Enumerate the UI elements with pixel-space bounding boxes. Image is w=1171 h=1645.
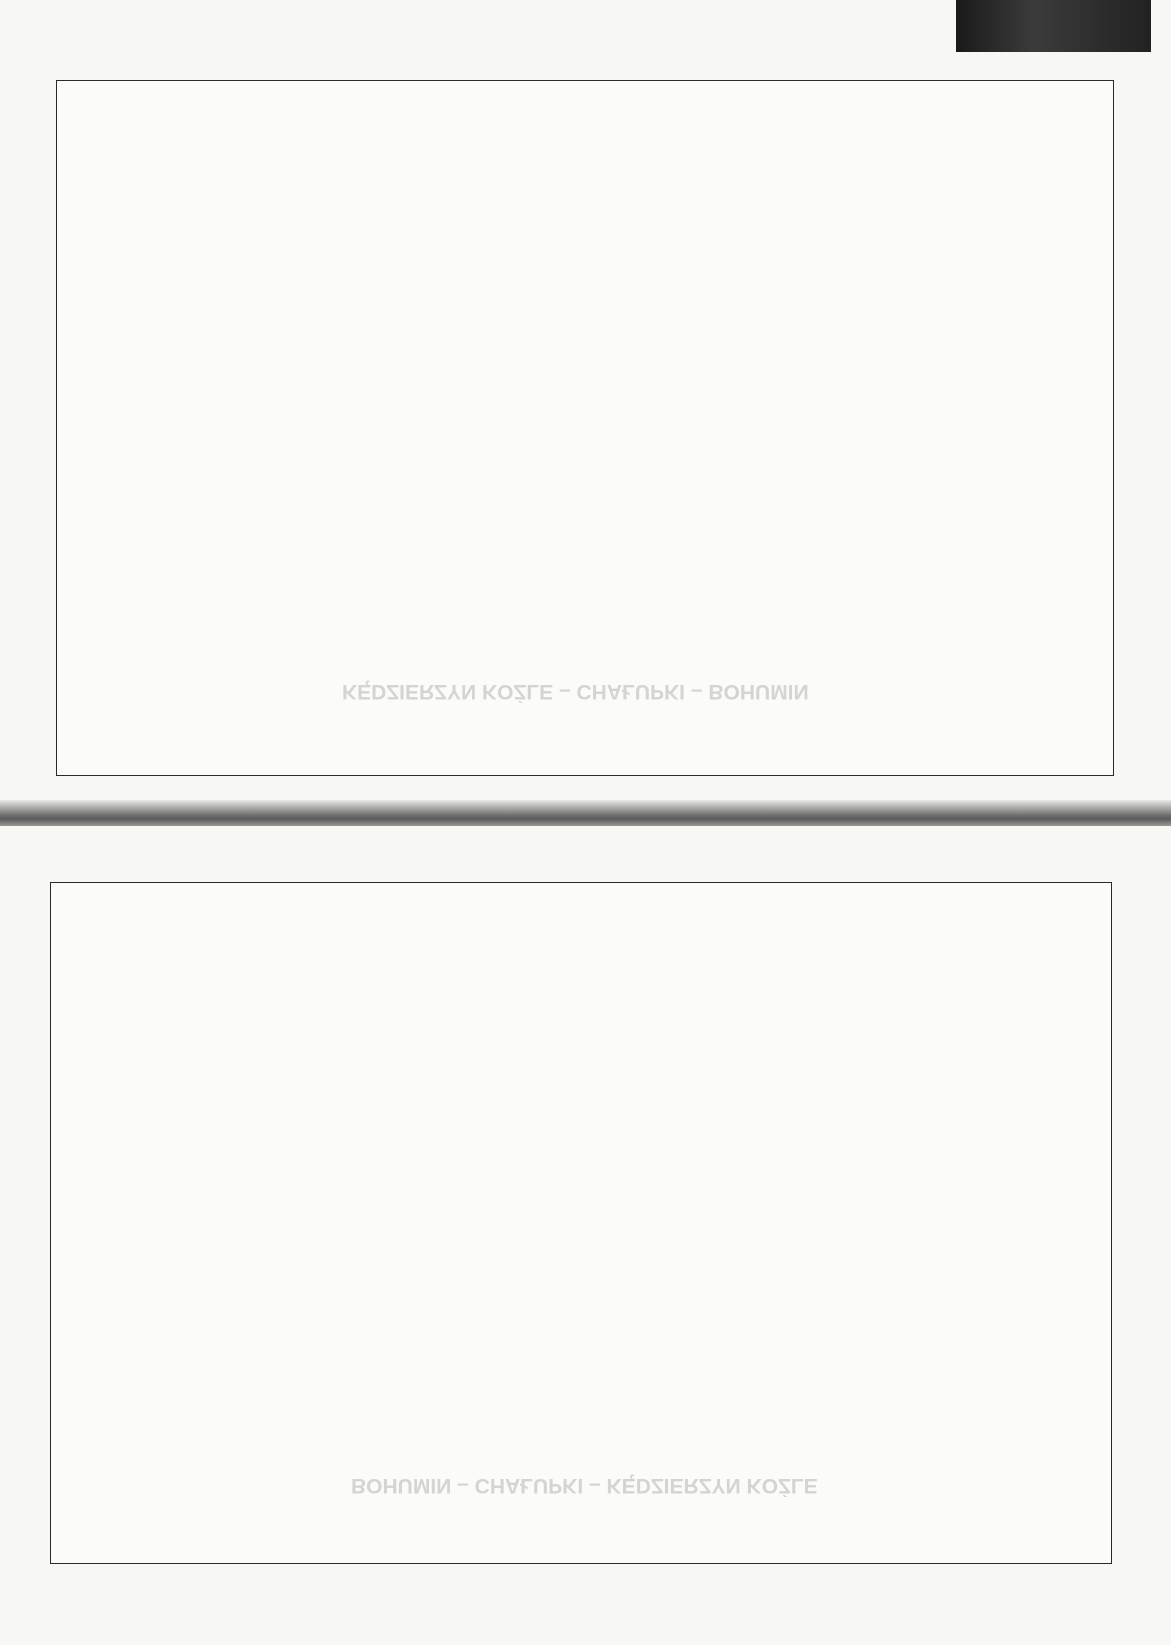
bottom-page [0, 826, 1171, 1645]
timetable-frame-top [56, 80, 1114, 776]
bleed-through-title: KĘDZIERZYN KOŹLE – CHAŁUPKI – BOHUMIN [342, 680, 809, 703]
page-edge-shadow [956, 0, 1151, 52]
bleed-through-title: BOHUMIN – CHAŁUPKI – KĘDZIERZYN KOŹLE [351, 1474, 818, 1497]
timetable-frame-bottom [50, 882, 1112, 1564]
top-page [0, 0, 1171, 808]
